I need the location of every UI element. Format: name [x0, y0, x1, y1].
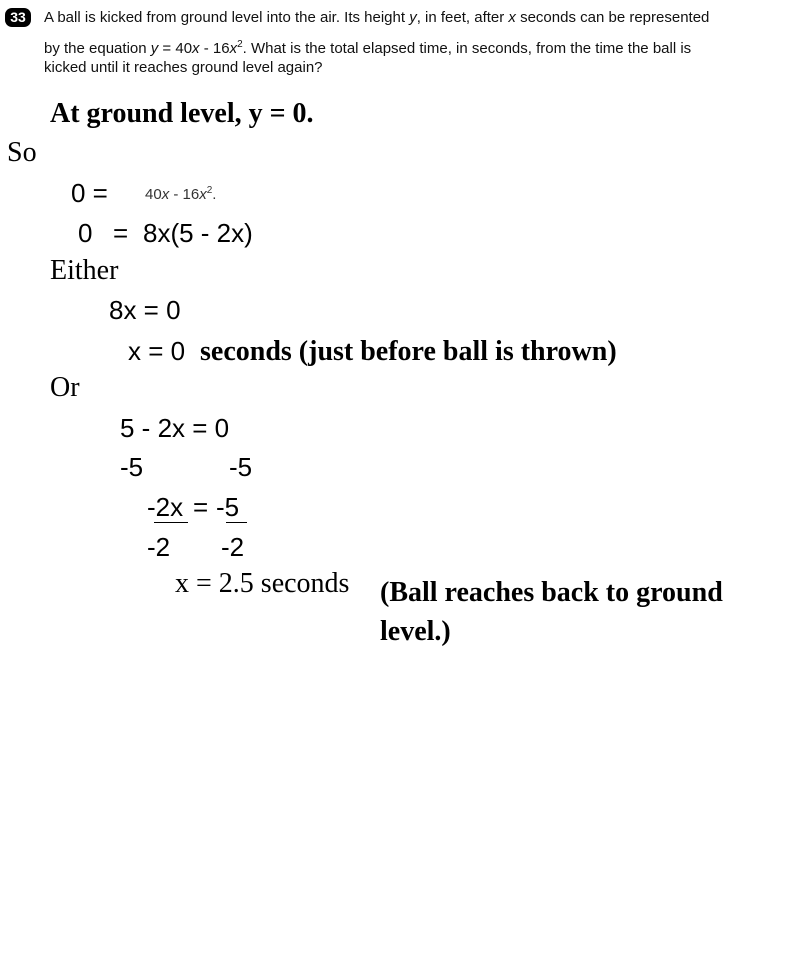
question-text: . What is the total elapsed time, in seconds, from the time the ball is [242, 40, 692, 57]
question-line-1 [44, 7, 709, 29]
case-2-note-line-1: (Ball reaches back to ground [380, 577, 723, 608]
case-2-divisor-right: -2 [221, 532, 245, 562]
label-or: Or [50, 372, 80, 403]
eq-exponent: 2 [237, 39, 243, 50]
eq-x: x [229, 40, 238, 57]
eq-y: y [150, 40, 159, 57]
fraction-bar-right [226, 522, 247, 523]
eq1-term: - 16 [169, 186, 200, 203]
eq1-x: x [199, 186, 207, 203]
eq1-period: . [212, 186, 217, 203]
equation-1-left: 0 = [71, 178, 108, 208]
question-text: A ball is kicked from ground level into the air. Its height [44, 9, 410, 26]
eq-text: - 16 [199, 40, 230, 57]
case-2-equals: = [193, 492, 209, 522]
eq1-term: 40 [145, 186, 162, 203]
case-1-equation: 8x = 0 [109, 295, 181, 325]
eq-text: = 40 [158, 40, 193, 57]
var-x: x [508, 9, 516, 26]
eq1-exponent: 2 [206, 185, 213, 196]
question-text: , in feet, after [416, 9, 509, 26]
case-2-equation: 5 - 2x = 0 [120, 413, 230, 443]
eq-x: x [192, 40, 200, 57]
case-2-rhs: -5 [216, 492, 240, 522]
equation-1-right [145, 185, 216, 203]
case-2-note-line-2: level.) [380, 616, 451, 647]
question-line-3: kicked until it reaches ground level again? [44, 59, 323, 76]
question-number-badge: 33 [5, 8, 31, 27]
label-either: Either [50, 255, 119, 286]
case-2-subtract-left: -5 [120, 452, 144, 482]
question-text: by the equation [44, 40, 151, 57]
equation-2-equals: = [113, 218, 129, 248]
case-2-subtract-right: -5 [229, 452, 253, 482]
eq1-x: x [161, 186, 170, 203]
case-2-divisor-left: -2 [147, 532, 171, 562]
fraction-bar-left [154, 522, 188, 523]
case-2-lhs: -2x [147, 492, 184, 522]
solution-intro: At ground level, y = 0. [50, 98, 314, 129]
solution-so: So [7, 137, 37, 168]
equation-2-left: 0 [78, 218, 93, 248]
equation-2-right: 8x(5 - 2x) [143, 218, 253, 248]
var-y: y [409, 9, 417, 26]
case-2-result: x = 2.5 seconds [175, 568, 350, 599]
case-1-note: seconds (just before ball is thrown) [200, 336, 617, 367]
question-text: seconds can be represented [515, 9, 710, 26]
case-1-result: x = 0 [128, 336, 186, 366]
